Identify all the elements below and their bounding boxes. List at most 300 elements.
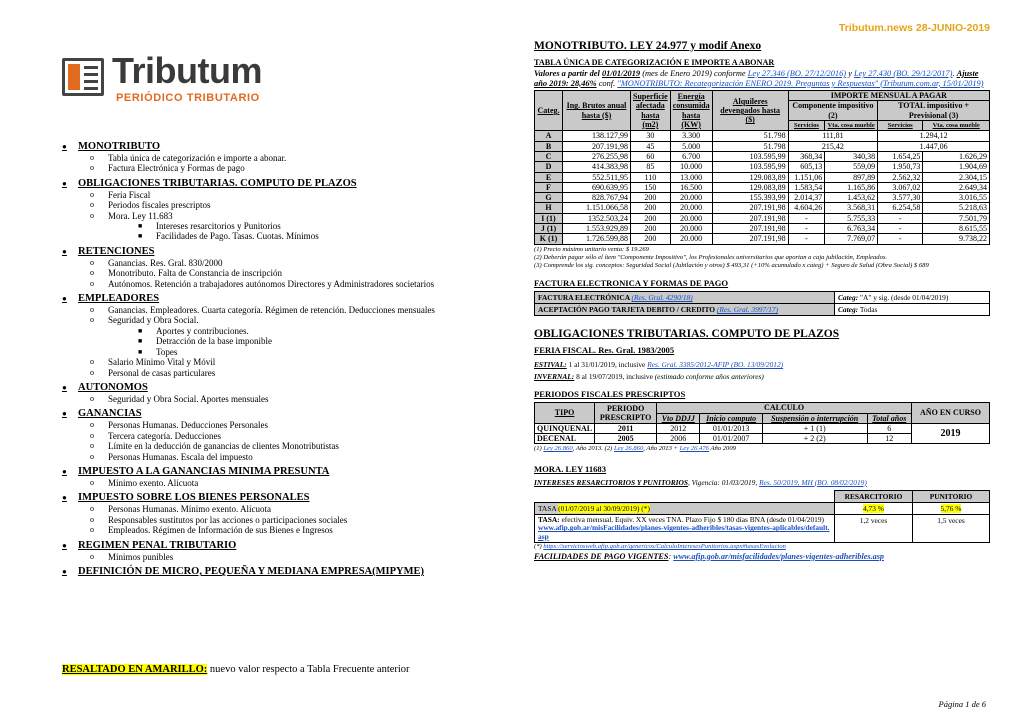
- table-row: [535, 234, 990, 244]
- col-energia: Energía consumida hasta (KW): [670, 91, 712, 131]
- col-periodo: PERIODO: [595, 403, 657, 413]
- feria-title: FERIA FISCAL. Res. Gral. 1983/2005: [534, 345, 675, 356]
- circle-bullet-icon: o: [90, 504, 94, 514]
- circle-bullet-icon: o: [90, 163, 94, 173]
- periodo-cell: 2005: [595, 434, 657, 444]
- square-bullet-icon: ■: [138, 347, 143, 356]
- total-venta-cell: 7.501,79: [923, 213, 990, 223]
- alquiler-cell: 51.798: [712, 141, 788, 151]
- total-serv-cell: 1.950,73: [878, 162, 923, 172]
- categ-cell: J (1): [535, 224, 563, 234]
- index-item[interactable]: [62, 368, 462, 378]
- index-item[interactable]: [62, 279, 462, 289]
- table-row: [535, 423, 990, 433]
- index-section-suffix: (MIPYME): [372, 565, 425, 577]
- pago-tarjeta-label: ACEPTACIÓN PAGO TARJETA DEBITO / CREDITO (Res. Gral. 3997/17): [535, 304, 835, 316]
- tasa-resarcitorio: 4,73 %: [835, 502, 913, 514]
- circle-bullet-icon: o: [90, 514, 94, 524]
- index-item-text: Tabla única de categorización e importe a abonar.: [108, 153, 287, 163]
- table-row: [535, 182, 990, 192]
- alquiler-cell: 207.191,98: [712, 213, 788, 223]
- total-venta-cell: 1.626,29: [923, 151, 990, 161]
- footnote: (3) Comprende los sig. conceptos: Seguridad Social (Jubilación y otros) $ 493,31 (+10% acumulado x categ) + Seguro de Salud (Obra Social) $ 689: [534, 262, 929, 270]
- circle-bullet-icon: o: [90, 200, 94, 210]
- ing-cell: 276.255,98: [563, 151, 631, 161]
- index-item-text: Mínimo exento. Alícuota: [108, 477, 199, 488]
- total-cell: 1.447,06: [878, 141, 990, 151]
- index-item[interactable]: [62, 211, 462, 221]
- comp-venta-cell: 7.769,07: [825, 234, 878, 244]
- circle-bullet-icon: o: [90, 441, 94, 451]
- index-item-text: Monotributo. Falta de Constancia de inscripción: [108, 268, 282, 279]
- alquiler-cell: 51.798: [712, 131, 788, 141]
- index-section[interactable]: [62, 140, 462, 153]
- total-serv-cell: 1.654,25: [878, 151, 923, 161]
- recategorizacion-link[interactable]: "MONOTRIBUTO: Recategorización ENERO 2019. Preguntas y Respuestas" (Tributum.com.ar, 15/01/2019): [617, 78, 984, 88]
- vto-cell: 2012: [657, 423, 700, 433]
- total-serv-cell: 2.562,32: [878, 172, 923, 182]
- comp-venta-cell: 559,09: [825, 162, 878, 172]
- table-row: [535, 131, 990, 141]
- index-section[interactable]: [62, 381, 462, 394]
- circle-bullet-icon: o: [90, 315, 94, 325]
- alquiler-cell: 207.191,98: [712, 234, 788, 244]
- index-item-text: Personas Humanas. Deducciones Personales: [108, 420, 268, 431]
- col-calculo: CALCULO: [657, 403, 912, 413]
- index-item-text: Autónomos. Retención a trabajadores autónomos Directores y Administradores societarios: [108, 278, 435, 289]
- ley-26476-link[interactable]: Ley 26.476: [679, 445, 709, 453]
- sup-cell: 60: [631, 151, 671, 161]
- total-venta-cell: 2.304,15: [923, 172, 990, 182]
- circle-bullet-icon: o: [90, 551, 94, 561]
- sup-cell: 200: [631, 234, 671, 244]
- circle-bullet-icon: o: [90, 393, 94, 403]
- circle-bullet-icon: o: [90, 357, 94, 367]
- ley-26860-link-2[interactable]: Ley 26.860: [613, 445, 644, 453]
- square-bullet-icon: ■: [138, 326, 143, 335]
- table-row: [535, 151, 990, 161]
- suspension-cell: + 1 (1): [762, 423, 867, 433]
- index-subitem[interactable]: [62, 347, 462, 357]
- index-item[interactable]: [62, 190, 462, 200]
- monotributo-footnotes: [534, 246, 990, 271]
- circle-bullet-icon: o: [90, 420, 94, 430]
- index-section[interactable]: [62, 539, 462, 552]
- total-anios-cell: 12: [867, 434, 912, 444]
- circle-bullet-icon: o: [90, 305, 94, 315]
- categ-cell: K (1): [535, 234, 563, 244]
- energia-cell: 3.300: [670, 131, 712, 141]
- index-section-title: DEFINICIÓN DE MICRO, PEQUEÑA Y MEDIANA EMPRESA: [78, 565, 373, 577]
- alquiler-cell: 129.083,89: [712, 172, 788, 182]
- index-item[interactable]: [62, 515, 462, 525]
- rg-3997-link[interactable]: (Res. Gral. 3997/17): [716, 305, 779, 315]
- facilidades-line: FACILIDADES DE PAGO VIGENTES: www.afip.gob.ar/misfacilidades/planes-vigentes-adheribles.asp: [534, 551, 884, 561]
- vto-cell: 2006: [657, 434, 700, 444]
- index-subitem[interactable]: [62, 326, 462, 336]
- index-item-text: Periodos fiscales prescriptos: [108, 200, 211, 211]
- col-tipo: TIPO: [535, 403, 595, 424]
- index-item-text: Mínimos punibles: [108, 551, 174, 562]
- total-venta-cell: 8.615,55: [923, 224, 990, 234]
- index-item[interactable]: [62, 315, 462, 325]
- total-serv-cell: 6.254,58: [878, 203, 923, 213]
- periodos-footnote: (1) Ley 26.860, Año 2013. (2) Ley 26.860, Año 2013 + Ley 26.476 Año 2009: [534, 445, 736, 453]
- alquiler-cell: 155.393,99: [712, 193, 788, 203]
- index-item-text: Límite en la deducción de ganancias de clientes Monotributistas: [108, 441, 339, 452]
- ing-cell: 207.191,98: [563, 141, 631, 151]
- right-column: [534, 40, 990, 561]
- index-section-title: IMPUESTO A LA GANANCIAS MINIMA PRESUNTA: [78, 465, 330, 477]
- index-item[interactable]: [62, 305, 462, 315]
- index-item-text: Feria Fiscal: [108, 189, 151, 200]
- col-importe: IMPORTE MENSUAL A PAGAR: [788, 91, 989, 101]
- table-row: [535, 162, 990, 172]
- categ-cell: C: [535, 151, 563, 161]
- index-item-text: Mora. Ley 11.683: [108, 210, 173, 221]
- index-subitem-text: Facilidades de Pago. Tasas. Cuotas. Mínimos: [156, 231, 319, 242]
- total-venta-cell: 1.904,69: [923, 162, 990, 172]
- col-superficie: Superficie afectada hasta (m2): [631, 91, 671, 131]
- feria-invernal: INVERNAL: 8 al 19/07/2019, inclusive (estimado conforme años anteriores): [534, 372, 764, 382]
- comp-serv-cell: 605,13: [788, 162, 825, 172]
- index-item[interactable]: [62, 478, 462, 488]
- index-item[interactable]: [62, 163, 462, 173]
- comp-venta-cell: 897,89: [825, 172, 878, 182]
- index-item-text: Personas Humanas. Escala del impuesto: [108, 451, 253, 462]
- index-section-title: IMPUESTO SOBRE LOS BIENES PERSONALES: [78, 492, 310, 504]
- index-section[interactable]: [62, 565, 462, 578]
- categ-cell: D: [535, 162, 563, 172]
- col-prescripto: PRESCRIPTO: [595, 413, 657, 423]
- alquiler-cell: 129.083,89: [712, 182, 788, 192]
- tipo-cell: DECENAL: [535, 434, 595, 444]
- sup-cell: 110: [631, 172, 671, 182]
- comp-venta-cell: 5.755,33: [825, 213, 878, 223]
- categ-cell: A: [535, 131, 563, 141]
- index-item[interactable]: [62, 552, 462, 562]
- index-item-text: Seguridad y Obra Social.: [108, 315, 199, 326]
- col-suspension: Suspensión o interrupción: [762, 413, 867, 423]
- index-section[interactable]: [62, 407, 462, 420]
- inicio-cell: 01/01/2007: [700, 434, 762, 444]
- monotributo-title: MONOTRIBUTO. LEY 24.977 y modif Anexo: [534, 40, 762, 52]
- index-item-text: Personas Humanas. Mínimo exento. Alícuota: [108, 504, 271, 515]
- sup-cell: 200: [631, 213, 671, 223]
- index-section-title: RETENCIONES: [78, 245, 155, 257]
- square-bullet-icon: ■: [138, 222, 143, 231]
- page-number: Página 1 de 6: [938, 699, 986, 709]
- comp-serv-cell: 1.151,06: [788, 172, 825, 182]
- footnote: (2) Deberán pagar sólo el ítem "Componente Impositivo", los Profesionales universitarios que aportan a caja jubilación, Empleados.: [534, 253, 888, 261]
- highlight-legend-text: nuevo valor respecto a Tabla Frecuente anterior: [207, 664, 410, 675]
- total-venta-cell: 3.016,55: [923, 193, 990, 203]
- circle-bullet-icon: o: [90, 268, 94, 278]
- alquiler-cell: 207.191,98: [712, 224, 788, 234]
- index-item-text: Salario Mínimo Vital y Móvil: [108, 357, 216, 368]
- pago-tarjeta-value: Categ: Todas: [835, 304, 990, 316]
- periodos-title: PERIODOS FISCALES PRESCRIPTOS: [534, 389, 686, 400]
- index-item[interactable]: [62, 394, 462, 404]
- tributum-logo: [62, 50, 282, 110]
- comp-venta-cell: 1.165,86: [825, 182, 878, 192]
- square-bullet-icon: ■: [138, 232, 143, 241]
- comp-serv-cell: -: [788, 213, 825, 223]
- intereses-line: INTERESES RESARCITORIOS Y PUNITORIOS, Vigencia: 01/03/2019, Res. 50/2019, MH (BO. 08/02/2019): [534, 477, 867, 487]
- categ-cell: G: [535, 193, 563, 203]
- index-section[interactable]: [62, 465, 462, 478]
- index-item-text: Ganancias. Res. Gral. 830/2000: [108, 257, 223, 268]
- index-section[interactable]: [62, 245, 462, 258]
- index-subitem-text: Aportes y contribuciones.: [156, 325, 249, 336]
- energia-cell: 16.500: [670, 182, 712, 192]
- index-item[interactable]: [62, 357, 462, 367]
- table-row: [535, 213, 990, 223]
- index-section-title: OBLIGACIONES TRIBUTARIAS. COMPUTO DE PLAZOS: [78, 177, 357, 189]
- bullet-icon: ●: [62, 294, 67, 304]
- circle-bullet-icon: o: [90, 477, 94, 487]
- index-section[interactable]: [62, 292, 462, 305]
- ing-cell: 1.151.066,58: [563, 203, 631, 213]
- tasa-descripcion: TASA: efectiva mensual. Equiv. XX veces TNA. Plazo Fijo $ 180 días BNA (desde 01/04/2019) www.afip.gob.ar/misFacilidades/planes-vigentes-adheribles/tasas-vigentes-aplicables/default.asp: [535, 514, 835, 543]
- total-serv-cell: 3.067,02: [878, 182, 923, 192]
- energia-cell: 20.000: [670, 193, 712, 203]
- index-item-text: Personal de casas particulares: [108, 367, 216, 378]
- logo-document-icon: [62, 58, 104, 96]
- comp-venta-cell: 3.568,31: [825, 203, 878, 213]
- index-section[interactable]: [62, 177, 462, 190]
- index-item-text: Seguridad y Obra Social. Aportes mensuales: [108, 393, 269, 404]
- circle-bullet-icon: o: [90, 430, 94, 440]
- index-subitem-text: Intereses resarcitorios y Punitorios: [156, 221, 281, 232]
- total-anios-cell: 6: [867, 423, 912, 433]
- feria-estival: ESTIVAL: 1 al 31/01/2019, inclusive Res. Gral. 3385/2012-AFIP (BO. 13/09/2012): [534, 360, 784, 370]
- index-item[interactable]: [62, 504, 462, 514]
- index-item[interactable]: [62, 525, 462, 535]
- afip-tasas-link[interactable]: www.afip.gob.ar/misFacilidades/planes-vigentes-adheribles/tasas-vigentes-aplicables/default.asp: [538, 523, 830, 541]
- sup-cell: 150: [631, 182, 671, 192]
- col-anio-curso: AÑO EN CURSO: [912, 403, 990, 424]
- col-ing-brutos: Ing. Brutos anual hasta ($): [563, 91, 631, 131]
- total-venta-cell: 9.738,22: [923, 234, 990, 244]
- comp-venta-cell: 1.453,62: [825, 193, 878, 203]
- circle-bullet-icon: o: [90, 451, 94, 461]
- col-comp-servicios: Servicios: [788, 121, 825, 131]
- comp-serv-cell: 1.583,54: [788, 182, 825, 192]
- circle-bullet-icon: o: [90, 189, 94, 199]
- categ-cell: B: [535, 141, 563, 151]
- comp-serv-cell: -: [788, 224, 825, 234]
- index-item[interactable]: [62, 153, 462, 163]
- categ-cell: H: [535, 203, 563, 213]
- alquiler-cell: 207.191,98: [712, 203, 788, 213]
- col-total: TOTAL impositivo + Previsional (3): [878, 101, 990, 121]
- index-subitem[interactable]: [62, 221, 462, 231]
- factura-electronica-label: FACTURA ELECTRÓNICA (Res. Gral. 4290/18): [535, 292, 835, 304]
- categ-cell: F: [535, 182, 563, 192]
- bullet-icon: ●: [62, 409, 67, 419]
- index-item[interactable]: [62, 258, 462, 268]
- calculo-intereses-line: (*) https://serviciosweb.afip.gob.ar/genericos/CalculoInteresesPunitorios.aspx#tasasEvolucion: [534, 543, 786, 551]
- index-subitem-text: Topes: [156, 346, 178, 357]
- total-cell: 1.294,12: [878, 131, 990, 141]
- ing-cell: 1352.503,24: [563, 213, 631, 223]
- periodo-cell: 2011: [595, 423, 657, 433]
- calculo-intereses-link[interactable]: https://serviciosweb.afip.gob.ar/genericos/CalculoInteresesPunitorios.aspx#tasasEvolucion: [543, 543, 786, 551]
- total-serv-cell: -: [878, 213, 923, 223]
- sup-cell: 200: [631, 193, 671, 203]
- logo-subtitle: PERIÓDICO TRIBUTARIO: [116, 92, 260, 104]
- ing-cell: 414.383,98: [563, 162, 631, 172]
- factura-title: FACTURA ELECTRONICA Y FORMAS DE PAGO: [534, 278, 729, 289]
- index-item-text: Ganancias. Empleadores. Cuarta categoría. Régimen de retención. Deducciones mensuales: [108, 305, 435, 316]
- index-section-title: GANANCIAS: [78, 408, 142, 420]
- bullet-icon: ●: [62, 382, 67, 392]
- energia-cell: 20.000: [670, 213, 712, 223]
- index-section-title: REGIMEN PENAL TRIBUTARIO: [78, 539, 237, 551]
- index-item[interactable]: [62, 431, 462, 441]
- index-item-text: Tercera categoría. Deducciones: [108, 430, 222, 441]
- comp-serv-cell: 4.604,26: [788, 203, 825, 213]
- logo-word: Tributum: [112, 50, 262, 91]
- bullet-icon: ●: [62, 246, 67, 256]
- col-punitorio: PUNITORIO: [913, 490, 990, 502]
- veces-punitorio: 1,5 veces: [913, 514, 990, 543]
- circle-bullet-icon: o: [90, 257, 94, 267]
- bullet-icon: ●: [62, 566, 67, 576]
- col-total-venta: Vta. cosa mueble: [923, 121, 990, 131]
- suspension-cell: + 2 (2): [762, 434, 867, 444]
- ing-cell: 1.553.929,89: [563, 224, 631, 234]
- ley-27430-link[interactable]: Ley 27.430 (BO. 29/12/2017): [854, 69, 953, 78]
- componente-cell: 111,81: [788, 131, 877, 141]
- col-inicio: Inicio computo: [700, 413, 762, 423]
- ley-26860-link-1[interactable]: Ley 26.860: [543, 445, 573, 453]
- periodos-table: [534, 402, 990, 444]
- energia-cell: 13.000: [670, 172, 712, 182]
- bullet-icon: ●: [62, 142, 67, 151]
- comp-serv-cell: 368,34: [788, 151, 825, 161]
- index-subitem[interactable]: [62, 336, 462, 346]
- index-subitem-text: Detracción de la base imponible: [156, 336, 272, 347]
- col-componente: Componente impositivo (2): [788, 101, 877, 121]
- energia-cell: 5.000: [670, 141, 712, 151]
- bullet-icon: ●: [62, 466, 67, 476]
- alquiler-cell: 103.595,99: [712, 162, 788, 172]
- ley-27346-link[interactable]: Ley 27.346 (BO. 27/12/2016): [747, 69, 847, 78]
- bullet-icon: ●: [62, 178, 67, 188]
- factura-table: [534, 291, 990, 316]
- rg-4290-link[interactable]: (Res. Gral. 4290/18): [631, 293, 693, 303]
- table-row: [535, 193, 990, 203]
- tasa-row-label: TASA (01/07/2019 al 30/09/2019) (*): [535, 502, 835, 514]
- rg-3385-link[interactable]: Res. Gral. 3385/2012-AFIP (BO. 13/09/2012): [647, 360, 784, 370]
- index-item-text: Empleados. Régimen de Información de sus Bienes e Ingresos: [108, 525, 333, 536]
- sup-cell: 200: [631, 203, 671, 213]
- bullet-icon: ●: [62, 540, 67, 550]
- index-subitem[interactable]: [62, 231, 462, 241]
- highlight-legend-label: RESALTADO EN AMARILLO:: [62, 664, 208, 675]
- mora-title: MORA. LEY 11683: [534, 463, 607, 474]
- table-row: [535, 172, 990, 182]
- table-row: [535, 141, 990, 151]
- index-item-text: Responsables sustitutos por las acciones o participaciones sociales: [108, 514, 348, 525]
- sup-cell: 30: [631, 131, 671, 141]
- index-item[interactable]: [62, 441, 462, 451]
- monotributo-table: [534, 90, 990, 244]
- componente-cell: 215,42: [788, 141, 877, 151]
- index-section[interactable]: [62, 491, 462, 504]
- col-comp-venta: Vta. cosa mueble: [825, 121, 878, 131]
- energia-cell: 20.000: [670, 203, 712, 213]
- anio-curso-cell: 2019: [912, 423, 990, 444]
- bullet-icon: ●: [62, 493, 67, 503]
- index-item[interactable]: [62, 420, 462, 430]
- total-venta-cell: 5.218,63: [923, 203, 990, 213]
- total-venta-cell: 2.649,34: [923, 182, 990, 192]
- monotributo-intro: Valores a partir del 01/01/2019 (mes de Enero 2019) conforme Ley 27.346 (BO. 27/12/2016) y Ley 27.430 (BO. 29/12/2017). Ajuste año 2019: 28,46% conf. "MONOTRIBUTO: Recategorización ENERO 2019. Preguntas y Respuestas" (Tributum.com.ar, 15/01/2019): [534, 69, 984, 88]
- col-alquileres: Alquileres devengados hasta ($): [712, 91, 788, 131]
- circle-bullet-icon: o: [90, 210, 94, 220]
- index-item[interactable]: [62, 268, 462, 278]
- total-serv-cell: -: [878, 234, 923, 244]
- circle-bullet-icon: o: [90, 153, 94, 162]
- tasa-punitorio: 5,76 %: [913, 502, 990, 514]
- col-total-anios: Total años: [867, 413, 912, 423]
- comp-venta-cell: 340,38: [825, 151, 878, 161]
- table-row: [535, 224, 990, 234]
- intereses-table: [534, 490, 990, 544]
- circle-bullet-icon: o: [90, 278, 94, 288]
- ing-cell: 828.767,94: [563, 193, 631, 203]
- res-50-2019-link[interactable]: Res. 50/2019, MH (BO. 08/02/2019): [759, 477, 867, 487]
- facilidades-link[interactable]: www.afip.gob.ar/misfacilidades/planes-vigentes-adheribles.asp: [673, 551, 884, 561]
- site-date-header: Tributum.news 28-JUNIO-2019: [838, 22, 990, 34]
- tipo-cell: QUINQUENAL: [535, 423, 595, 433]
- footnote: (1) Precio máximo unitario venta: $ 19.269: [534, 245, 649, 253]
- circle-bullet-icon: o: [90, 525, 94, 535]
- categ-cell: I (1): [535, 213, 563, 223]
- index-section-title: EMPLEADORES: [78, 293, 160, 305]
- comp-venta-cell: 6.763,34: [825, 224, 878, 234]
- circle-bullet-icon: o: [90, 367, 94, 377]
- square-bullet-icon: ■: [138, 337, 143, 346]
- ing-cell: 690.639,95: [563, 182, 631, 192]
- comp-serv-cell: -: [788, 234, 825, 244]
- index-section-title: MONOTRIBUTO: [78, 141, 161, 152]
- sup-cell: 85: [631, 162, 671, 172]
- sup-cell: 45: [631, 141, 671, 151]
- obligaciones-title: OBLIGACIONES TRIBUTARIAS. COMPUTO DE PLAZOS: [534, 328, 840, 341]
- ing-cell: 138.127,99: [563, 131, 631, 141]
- monotributo-subtitle: TABLA ÚNICA DE CATEGORIZACIÓN E IMPORTE A ABONAR: [534, 58, 775, 67]
- total-serv-cell: 3.577,30: [878, 193, 923, 203]
- categ-cell: E: [535, 172, 563, 182]
- col-total-servicios: Servicios: [878, 121, 923, 131]
- index-item[interactable]: [62, 200, 462, 210]
- table-of-contents: [62, 137, 462, 578]
- index-item-text: Factura Electrónica y Formas de pago: [108, 163, 245, 174]
- comp-serv-cell: 2.014,37: [788, 193, 825, 203]
- highlight-legend: [62, 664, 410, 675]
- col-categ: Categ.: [535, 91, 563, 131]
- col-resarcitorio: RESARCITORIO: [835, 490, 913, 502]
- factura-electronica-value: Categ: "A" y sig. (desde 01/04/2019): [835, 292, 990, 304]
- col-vto: Vto DDJJ: [657, 413, 700, 423]
- index-item[interactable]: [62, 452, 462, 462]
- veces-resarcitorio: 1,2 veces: [835, 514, 913, 543]
- energia-cell: 20.000: [670, 234, 712, 244]
